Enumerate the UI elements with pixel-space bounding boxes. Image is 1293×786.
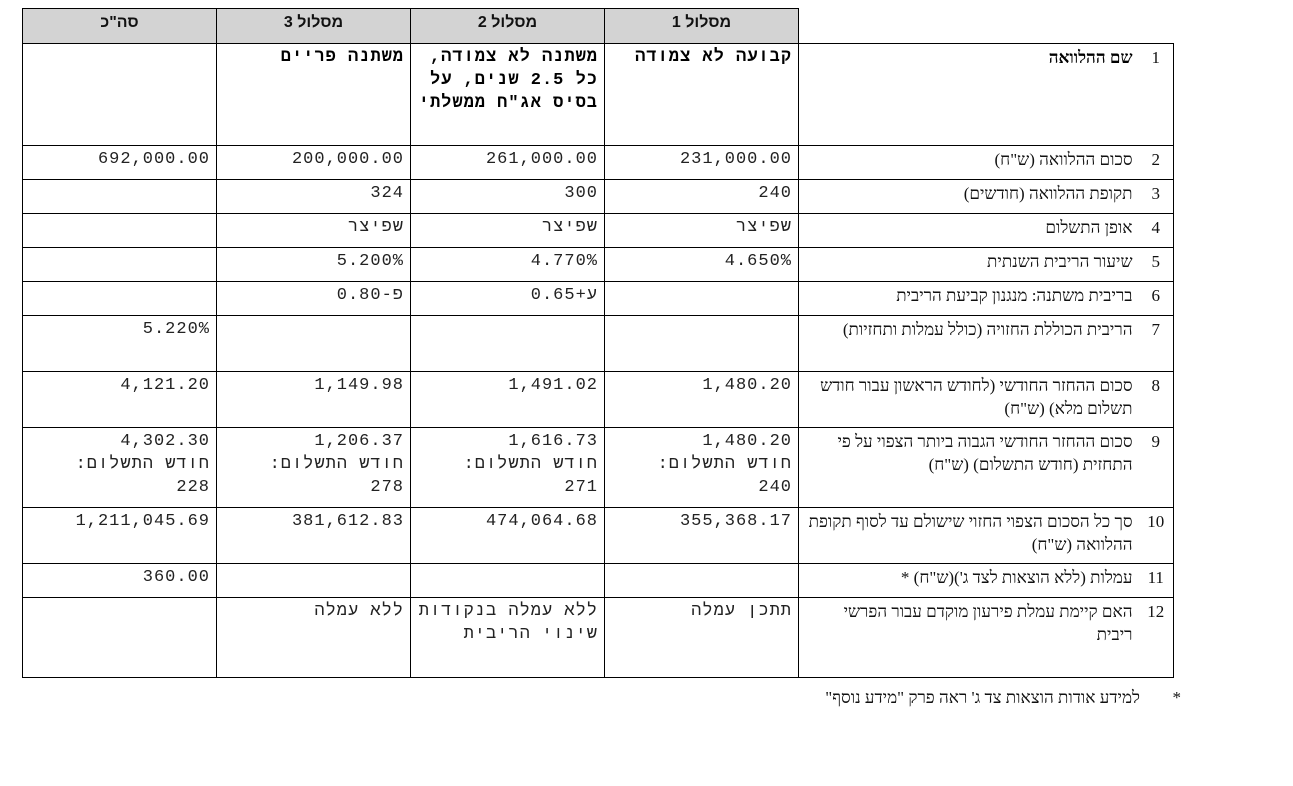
cell-text: 5.200% [336, 252, 404, 271]
cell-text: שפיצר [541, 218, 598, 237]
value-cell-track-2 [411, 564, 605, 598]
table-row [23, 44, 1174, 146]
value-cell-track-1 [605, 146, 799, 180]
value-cell-track-2 [411, 146, 605, 180]
cell-text: משתנה פריים [280, 48, 404, 67]
table-row [23, 282, 1174, 316]
value-cell-total [23, 248, 217, 282]
cell-text: משתנה לא צמודה, כל 2.5 שנים, על בסיס אג"ח ממשלתי [418, 48, 598, 113]
value-cell-track-3 [217, 598, 411, 678]
row-label: עמלות (ללא הוצאות לצד ג')(ש"ח) * [799, 564, 1139, 598]
table-row [23, 316, 1174, 372]
header-blank-label [799, 9, 1139, 44]
payment-month-value: 278 [370, 478, 404, 497]
cell-text: שפיצר [735, 218, 792, 237]
row-number: 7 [1139, 316, 1174, 372]
monthly-amount: 1,616.73 [508, 432, 598, 451]
value-cell-total [23, 44, 217, 146]
value-cell-track-3 [217, 282, 411, 316]
value-cell-track-2 [411, 44, 605, 146]
cell-text: ללא עמלה [314, 602, 404, 621]
cell-text: תתכן עמלה [691, 602, 792, 621]
cell-text: ללא עמלה בנקודות שינוי הריבית [418, 602, 598, 644]
value-cell-track-3 [217, 180, 411, 214]
value-cell-total [23, 214, 217, 248]
table-body [23, 9, 1174, 678]
footnote-text: למידע אודות הוצאות צד ג' ראה פרק "מידע נוסף" [825, 688, 1140, 707]
cell-text: 200,000.00 [291, 150, 404, 169]
row-label: אופן התשלום [799, 214, 1139, 248]
value-cell-track-2 [411, 180, 605, 214]
value-cell-track-3 [217, 564, 411, 598]
value-cell-track-2 [411, 428, 605, 508]
payment-month-value: 228 [176, 478, 210, 497]
value-cell-track-1 [605, 44, 799, 146]
table-row [23, 214, 1174, 248]
table-row [23, 428, 1174, 508]
row-label: סכום ההחזר החודשי (לחודש הראשון עבור חודש תשלום מלא) (ש"ח) [799, 372, 1139, 428]
value-cell-track-1 [605, 180, 799, 214]
value-cell-track-3 [217, 146, 411, 180]
value-cell-total [23, 146, 217, 180]
value-cell-track-3 [217, 508, 411, 564]
value-cell-track-1 [605, 214, 799, 248]
cell-text: שפיצר [347, 218, 404, 237]
row-number: 3 [1139, 180, 1174, 214]
cell-text: 4.770% [530, 252, 598, 271]
value-cell-total [23, 180, 217, 214]
row-number: 4 [1139, 214, 1174, 248]
footnote [700, 688, 1181, 708]
value-cell-total [23, 428, 217, 508]
table-row [23, 146, 1174, 180]
row-number: 5 [1139, 248, 1174, 282]
monthly-amount: 1,206.37 [314, 432, 404, 451]
value-cell-track-1 [605, 598, 799, 678]
loan-comparison-table [22, 8, 1174, 678]
cell-text: 5.220% [142, 320, 210, 339]
column-header-track-3: מסלול 3 [217, 9, 411, 44]
payment-month-label: חודש התשלום: [463, 455, 598, 474]
monthly-amount: 4,302.30 [120, 432, 210, 451]
value-cell-track-1 [605, 316, 799, 372]
header-blank-number [1139, 9, 1174, 44]
value-cell-track-1 [605, 428, 799, 508]
value-cell-track-3 [217, 372, 411, 428]
value-cell-total [23, 316, 217, 372]
cell-text: 474,064.68 [485, 512, 598, 531]
row-number: 2 [1139, 146, 1174, 180]
table-row [23, 180, 1174, 214]
row-label: סך כל הסכום הצפוי החזוי שישולם עד לסוף תקופת ההלוואה (ש"ח) [799, 508, 1139, 564]
cell-text: 231,000.00 [679, 150, 792, 169]
cell-text: 1,149.98 [314, 376, 404, 395]
row-number: 1 [1139, 44, 1174, 146]
value-cell-total [23, 282, 217, 316]
value-cell-track-3 [217, 44, 411, 146]
column-header-track-2: מסלול 2 [411, 9, 605, 44]
cell-text: 1,480.20 [702, 376, 792, 395]
cell-text: 360.00 [142, 568, 210, 587]
cell-text: 1,491.02 [508, 376, 598, 395]
row-number: 9 [1139, 428, 1174, 508]
table-row [23, 508, 1174, 564]
payment-month-label: חודש התשלום: [75, 455, 210, 474]
value-cell-total [23, 372, 217, 428]
value-cell-track-1 [605, 248, 799, 282]
row-number: 11 [1139, 564, 1174, 598]
row-label: שם ההלוואה [799, 44, 1139, 146]
cell-text: 300 [564, 184, 598, 203]
row-label: סכום ההחזר החודשי הגבוה ביותר הצפוי על פי התחזית (חודש התשלום) (ש"ח) [799, 428, 1139, 508]
row-label: סכום ההלוואה (ש"ח) [799, 146, 1139, 180]
column-header-track-1: מסלול 1 [605, 9, 799, 44]
value-cell-track-3 [217, 214, 411, 248]
row-label: תקופת ההלוואה (חודשים) [799, 180, 1139, 214]
cell-text: ע+0.65 [530, 286, 598, 305]
value-cell-track-2 [411, 372, 605, 428]
value-cell-track-3 [217, 248, 411, 282]
payment-month-value: 240 [758, 478, 792, 497]
value-cell-total [23, 598, 217, 678]
row-label: הריבית הכוללת החזויה (כולל עמלות ותחזיות) [799, 316, 1139, 372]
cell-text: קבועה לא צמודה [635, 48, 792, 67]
value-cell-track-1 [605, 282, 799, 316]
value-cell-track-3 [217, 316, 411, 372]
column-header-total: סה"כ [23, 9, 217, 44]
value-cell-track-2 [411, 282, 605, 316]
cell-text: 4.650% [724, 252, 792, 271]
cell-text: פ-0.80 [336, 286, 404, 305]
payment-month-label: חודש התשלום: [657, 455, 792, 474]
value-cell-track-1 [605, 508, 799, 564]
row-number: 6 [1139, 282, 1174, 316]
table-row [23, 372, 1174, 428]
value-cell-track-2 [411, 248, 605, 282]
loan-comparison-table-wrapper [22, 8, 1173, 678]
row-number: 10 [1139, 508, 1174, 564]
payment-month-label: חודש התשלום: [269, 455, 404, 474]
cell-text: 240 [758, 184, 792, 203]
value-cell-track-1 [605, 564, 799, 598]
table-row [23, 564, 1174, 598]
value-cell-track-2 [411, 214, 605, 248]
value-cell-track-2 [411, 316, 605, 372]
row-label: האם קיימת עמלת פירעון מוקדם עבור הפרשי ריבית [799, 598, 1139, 678]
table-row [23, 598, 1174, 678]
value-cell-track-3 [217, 428, 411, 508]
row-number: 8 [1139, 372, 1174, 428]
cell-text: 355,368.17 [679, 512, 792, 531]
value-cell-total [23, 508, 217, 564]
row-number: 12 [1139, 598, 1174, 678]
table-header-row [23, 9, 1174, 44]
footnote-star: * [1172, 688, 1181, 707]
cell-text: 4,121.20 [120, 376, 210, 395]
payment-month-value: 271 [564, 478, 598, 497]
value-cell-track-1 [605, 372, 799, 428]
cell-text: 1,211,045.69 [75, 512, 210, 531]
row-label: בריבית משתנה: מנגנון קביעת הריבית [799, 282, 1139, 316]
cell-text: 261,000.00 [485, 150, 598, 169]
value-cell-track-2 [411, 598, 605, 678]
table-row [23, 248, 1174, 282]
cell-text: 692,000.00 [97, 150, 210, 169]
cell-text: 324 [370, 184, 404, 203]
monthly-amount: 1,480.20 [702, 432, 792, 451]
cell-text: 381,612.83 [291, 512, 404, 531]
row-label: שיעור הריבית השנתית [799, 248, 1139, 282]
value-cell-total [23, 564, 217, 598]
value-cell-track-2 [411, 508, 605, 564]
